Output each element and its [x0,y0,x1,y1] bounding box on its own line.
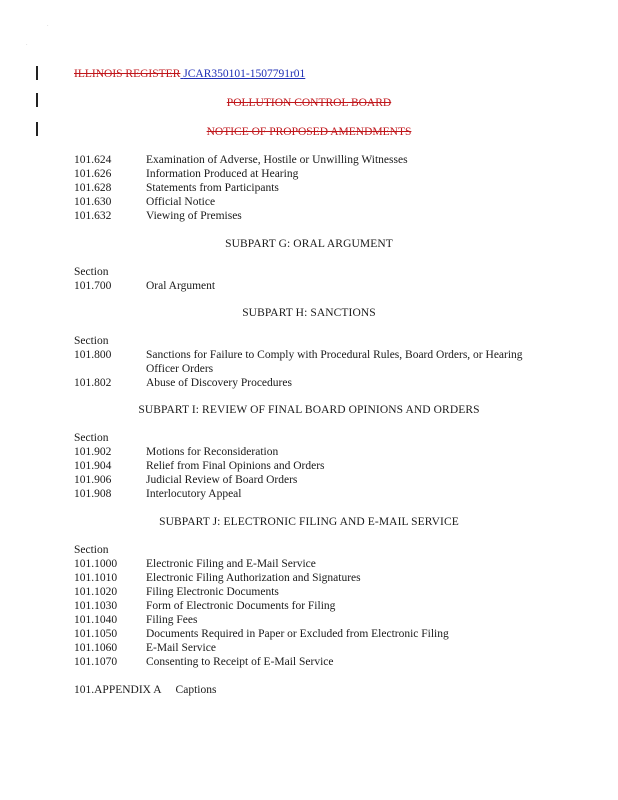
section-title: Sanctions for Failure to Comply with Procedural Rules, Board Orders, or Hearing [146,349,523,361]
table-row [74,557,316,571]
board-header [0,96,618,110]
section-title: Relief from Final Opinions and Orders [146,460,325,472]
section-title: Filing Electronic Documents [146,586,279,598]
section-number: 101.1000 [74,558,118,570]
section-number: 101.902 [74,446,112,458]
section-number: 101.800 [74,349,112,361]
subpart-j-heading: SUBPART J: ELECTRONIC FILING AND E-MAIL SERVICE [159,516,459,528]
section-title: Documents Required in Paper or Excluded from Electronic Filing [146,628,449,640]
table-row [74,376,292,390]
section-label: Section [74,432,109,444]
table-row [74,627,449,641]
table-row [74,613,197,627]
section-title: Filing Fees [146,614,198,626]
section-number: 101.908 [74,488,112,500]
table-row [74,473,297,487]
struck-notice-title: NOTICE OF PROPOSED AMENDMENTS [206,126,412,138]
section-number: 101.632 [74,210,112,222]
struck-board-name: POLLUTION CONTROL BOARD [226,97,392,109]
section-number: 101.700 [74,280,112,292]
section-title: Abuse of Discovery Procedures [146,377,292,389]
table-row [74,571,361,585]
change-bar [36,66,38,80]
section-number: 101.1070 [74,656,118,668]
table-row [74,181,279,195]
section-title: Interlocutory Appeal [146,488,242,500]
notice-header [0,125,618,139]
section-number: 101.1040 [74,614,118,626]
table-row [74,599,335,613]
section-number: 101.624 [74,154,112,166]
section-title: Form of Electronic Documents for Filing [146,600,336,612]
section-label: Section [74,335,109,347]
section-title: Examination of Adverse, Hostile or Unwilling Witnesses [146,154,408,166]
appendix-label: 101.APPENDIX A [74,684,162,696]
subpart-i-heading: SUBPART I: REVIEW OF FINAL BOARD OPINIONS AND ORDERS [138,404,480,416]
section-number: 101.1050 [74,628,118,640]
section-number: 101.630 [74,196,112,208]
section-number: 101.906 [74,474,112,486]
section-title: Statements from Participants [146,182,279,194]
section-title: Electronic Filing and E-Mail Service [146,558,316,570]
table-row [74,487,241,501]
table-row [74,209,242,223]
table-row [74,459,325,473]
section-number: 101.1030 [74,600,118,612]
section-title: Judicial Review of Board Orders [146,474,298,486]
section-title: E-Mail Service [146,642,216,654]
table-row [74,445,278,459]
table-row [74,167,298,181]
section-number: 101.628 [74,182,112,194]
section-label: Section [74,266,109,278]
section-number: 101.626 [74,168,112,180]
section-number: 101.1010 [74,572,118,584]
section-title: Consenting to Receipt of E-Mail Service [146,656,334,668]
table-row [74,641,216,655]
table-row [74,153,408,167]
struck-register-title: ILLINOIS REGISTER [74,68,181,80]
section-number: 101.802 [74,377,112,389]
table-row [74,195,215,209]
inserted-jcar-code: JCAR350101-1507791r01 [183,68,306,80]
appendix-title: Captions [175,684,217,696]
section-title: Electronic Filing Authorization and Signatures [146,572,361,584]
section-number: 101.1020 [74,586,118,598]
section-label: Section [74,544,109,556]
table-row [74,348,523,362]
section-title: Oral Argument [146,280,216,292]
section-title: Official Notice [146,196,216,208]
section-title: Motions for Reconsideration [146,446,279,458]
scan-artifact: · [47,24,49,29]
table-row [74,279,215,293]
table-row [74,655,333,669]
subpart-g-heading: SUBPART G: ORAL ARGUMENT [225,238,393,250]
section-number: 101.904 [74,460,112,472]
section-title: Viewing of Premises [146,210,242,222]
section-title-continuation: Officer Orders [146,363,214,375]
subpart-h-heading: SUBPART H: SANCTIONS [242,307,376,319]
section-number: 101.1060 [74,642,118,654]
section-title: Information Produced at Hearing [146,168,299,180]
register-header [74,67,305,81]
scan-artifact: · [26,43,28,48]
table-row [74,585,279,599]
appendix-entry [74,683,216,697]
